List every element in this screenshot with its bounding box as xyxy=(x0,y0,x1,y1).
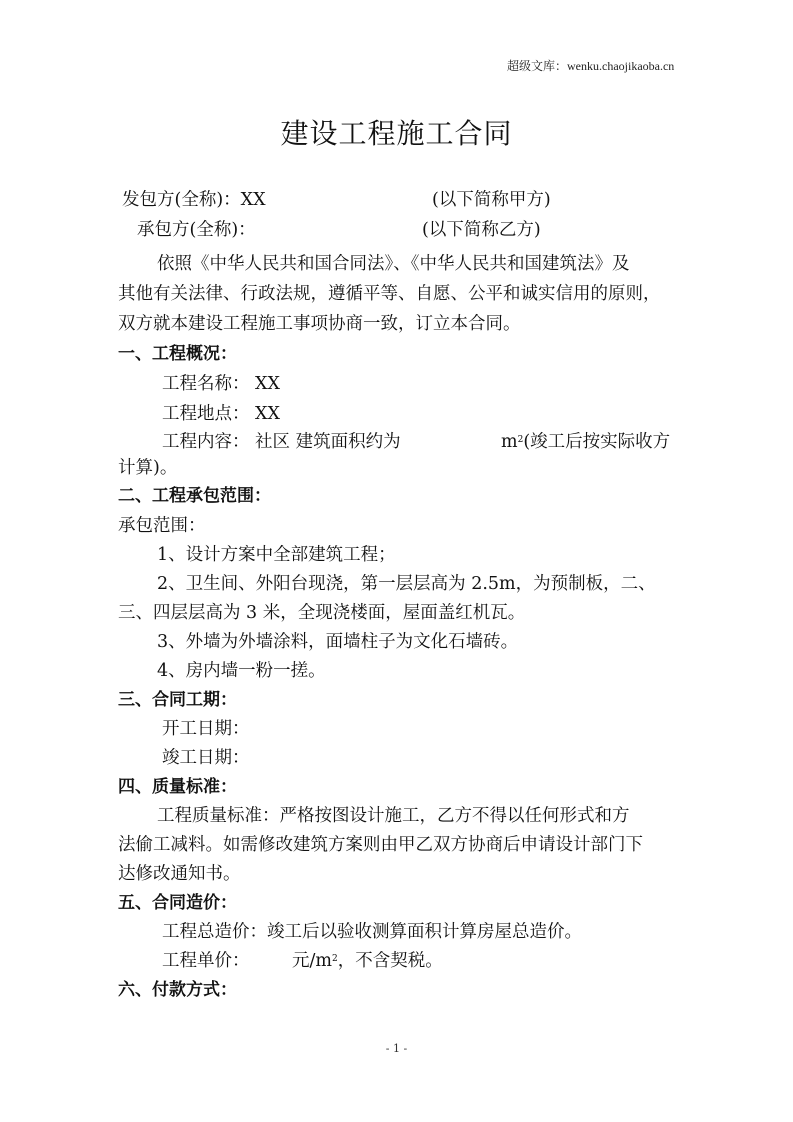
end-date: 竣工日期： xyxy=(162,748,250,768)
unit-price-note: ，不含契税。 xyxy=(337,951,443,971)
scope-intro: 承包范围： xyxy=(118,516,206,536)
preamble-line-1: 依照《中华人民共和国合同法》、《中华人民共和国建筑法》及 xyxy=(157,254,630,274)
section-4-heading: 四、质量标准： xyxy=(118,777,237,797)
area-note: (竣工后按实际收方 xyxy=(523,432,671,452)
start-date: 开工日期： xyxy=(162,719,250,739)
quality-line-1: 工程质量标准：严格按图设计施工，乙方不得以任何形式和方 xyxy=(157,806,630,826)
unit-price-label: 工程单价： xyxy=(162,951,250,971)
section-1-heading: 一、工程概况： xyxy=(118,344,237,364)
section-6-heading: 六、付款方式： xyxy=(118,980,237,1000)
party-a-label: 发包方(全称)：XX xyxy=(122,190,266,210)
scope-item-4: 4、房内墙一粉一搓。 xyxy=(157,661,326,681)
scope-item-1: 1、设计方案中全部建筑工程； xyxy=(157,545,396,565)
page-number: - 1 - xyxy=(385,1042,408,1055)
area-unit-sup: 2 xyxy=(517,435,524,445)
document-title: 建设工程施工合同 xyxy=(280,117,513,150)
total-price: 工程总造价：竣工后以验收测算面积计算房屋总造价。 xyxy=(162,922,582,942)
page-header-source: 超级文库：wenku.chaojikaoba.cn xyxy=(507,59,675,73)
project-name: 工程名称： XX xyxy=(162,374,280,394)
project-content-area xyxy=(501,430,670,454)
party-b-note: (以下简称乙方) xyxy=(422,220,541,240)
project-content-text: 工程内容： 社区 建筑面积约为 xyxy=(162,432,401,452)
unit-price-unit: 元/m xyxy=(292,951,332,971)
quality-line-2: 法偷工减料。如需修改建筑方案则由甲乙双方协商后申请设计部门下 xyxy=(118,835,643,855)
project-location: 工程地点： XX xyxy=(162,404,280,424)
scope-item-3: 3、外墙为外墙涂料，面墙柱子为文化石墙砖。 xyxy=(157,632,519,652)
scope-item-2-cont: 三、四层层高为 3 米，全现浇楼面，屋面盖红机瓦。 xyxy=(118,603,526,623)
section-3-heading: 三、合同工期： xyxy=(118,690,237,710)
project-content-cont: 计算)。 xyxy=(118,458,178,478)
preamble-line-3: 双方就本建设工程施工事项协商一致，订立本合同。 xyxy=(118,314,521,334)
project-content xyxy=(162,430,401,454)
unit-price-sup: 2 xyxy=(332,954,338,964)
party-b-label: 承包方(全称)： xyxy=(137,220,256,240)
area-unit: m xyxy=(501,432,518,452)
scope-item-2: 2、卫生间、外阳台现浇，第一层层高为 2.5m，为预制板，二、 xyxy=(157,574,656,594)
unit-price-value xyxy=(292,949,443,973)
preamble-line-2: 其他有关法律、行政法规，遵循平等、自愿、公平和诚实信用的原则， xyxy=(118,284,661,304)
quality-line-3: 达修改通知书。 xyxy=(118,864,241,884)
section-5-heading: 五、合同造价： xyxy=(118,893,237,913)
party-a-note: (以下简称甲方) xyxy=(432,190,551,210)
section-2-heading: 二、工程承包范围： xyxy=(118,486,271,506)
